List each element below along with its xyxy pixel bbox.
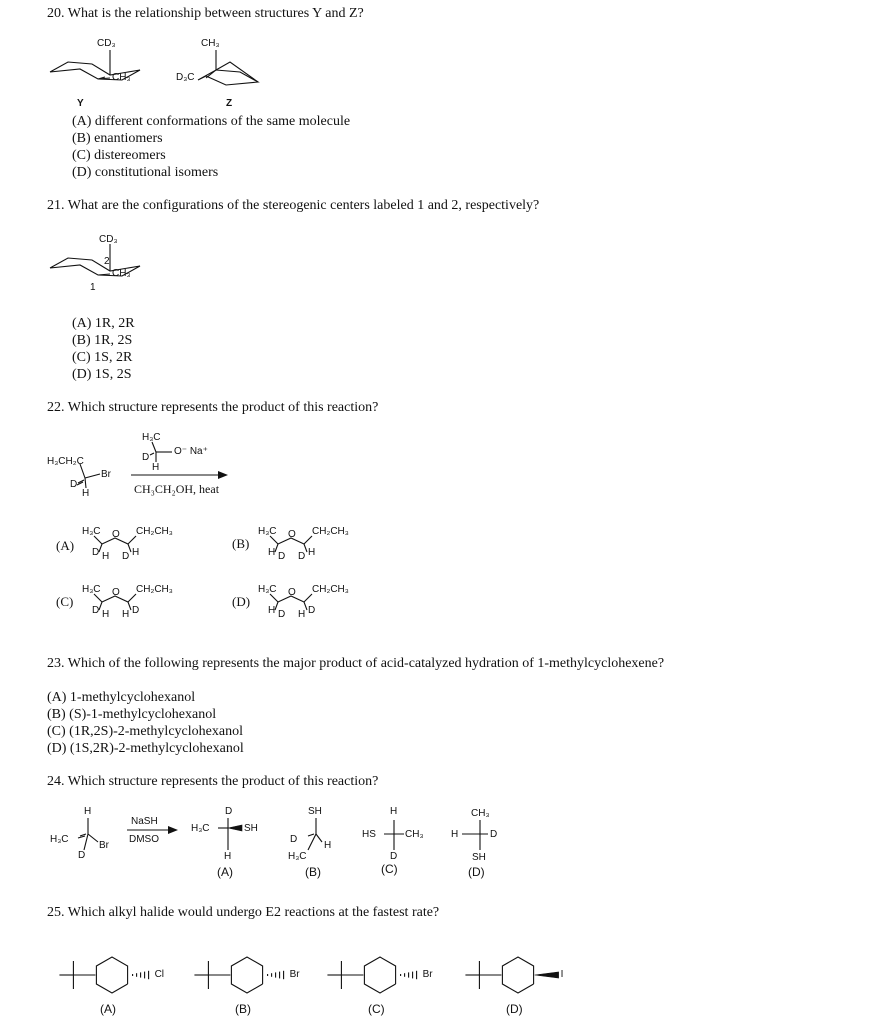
q22-choice-c-oxygen: O [112, 587, 120, 598]
q21-option-c[interactable]: (C) 1S, 2R [72, 350, 133, 365]
q23-option-c[interactable]: (C) (1R,2S)-2-methylcyclohexanol [47, 724, 243, 739]
q24-b-bottom: H₃C [288, 851, 307, 862]
q22-choice-a-sub4: H [132, 547, 140, 558]
q20-label-y: Y [77, 98, 84, 109]
q25-b-halogen: Br [289, 969, 300, 980]
q24-a-top: D [225, 806, 233, 817]
q24-c-bottom: D [390, 851, 398, 862]
q24-reagent-1: NaSH [131, 816, 158, 827]
q21-question: 21. What are the configurations of the stereogenic centers labeled 1 and 2, respectively? [47, 198, 540, 213]
q22-conditions: CH₃CH₂OH, heat [134, 482, 220, 496]
q23-option-a[interactable]: (A) 1-methylcyclohexanol [47, 690, 196, 705]
q20-option-a[interactable]: (A) different conformations of the same molecule [72, 114, 351, 129]
q21-option-b[interactable]: (B) 1R, 2S [72, 333, 133, 348]
q22-reactant-h: H [82, 488, 90, 499]
q24-reactant-h3c: H₃C [50, 834, 69, 845]
q22-choice-c-sub4: D [132, 605, 140, 616]
q22-choice-c-left: H₃C [82, 584, 101, 595]
q22-choice-a-oxygen: O [112, 529, 120, 540]
q22-choice-b-sub2: D [278, 551, 286, 562]
q21-c2-label: 2 [104, 256, 110, 267]
q22-choice-b-letter[interactable]: (B) [232, 536, 250, 551]
q22-choice-d-left: H₃C [258, 584, 277, 595]
q24-b-right: H [324, 840, 332, 851]
q22-choice-b-sub4: H [308, 547, 316, 558]
q22-choice-b-left: H₃C [258, 526, 277, 537]
q24-c-letter[interactable]: (C) [381, 862, 398, 876]
q20-option-d[interactable]: (D) constitutional isomers [72, 165, 219, 180]
q20-y-side-label: CH₃ [112, 72, 131, 83]
q22-choice-a-left: H₃C [82, 526, 101, 537]
q20-option-c[interactable]: (C) distereomers [72, 148, 166, 163]
q24-c-top: H [390, 806, 398, 817]
q24-reagent-2: DMSO [129, 834, 159, 845]
q21-side-label: CH₃ [112, 268, 131, 279]
q25-b-ring [231, 957, 262, 993]
q24-a-bottom: H [224, 851, 232, 862]
q21-top-label: CD₃ [99, 234, 118, 245]
q25-a-ring [96, 957, 127, 993]
q24-d-letter[interactable]: (D) [468, 865, 485, 879]
q24-d-top: CH₃ [471, 808, 490, 819]
q21-c1-label: 1 [90, 282, 96, 293]
q21-option-a[interactable]: (A) 1R, 2R [72, 316, 135, 331]
q22-choice-a-letter[interactable]: (A) [56, 538, 75, 553]
q24-reactant-d: D [78, 850, 86, 861]
q22-question: 22. Which structure represents the product of this reaction? [47, 400, 379, 415]
q24-d-bottom: SH [472, 852, 486, 863]
q22-choice-d-right: CH₂CH₃ [312, 584, 349, 595]
q24-d-left: H [451, 829, 459, 840]
q22-reactant-d: D [70, 479, 78, 490]
q24-b-top: SH [308, 806, 322, 817]
q22-choice-d-sub1: H [268, 605, 276, 616]
q22-choice-a-sub3: D [122, 551, 130, 562]
q24-b-left: D [290, 834, 298, 845]
q24-a-left: H₃C [191, 823, 210, 834]
q25-question: 25. Which alkyl halide would undergo E2 reactions at the fastest rate? [47, 905, 440, 920]
q22-choice-d-sub2: D [278, 609, 286, 620]
q24-c-right: CH₃ [405, 829, 424, 840]
q25-c-halogen: Br [422, 969, 433, 980]
q24-reactant-h: H [84, 806, 92, 817]
q22-choice-b-oxygen: O [288, 529, 296, 540]
q22-reactant-top: H₃CH₂C [47, 456, 84, 467]
q25-a-halogen: Cl [154, 969, 165, 980]
q22-choice-d-sub3: H [298, 609, 306, 620]
q24-a-right: SH [244, 823, 258, 834]
q22-reagent-d: D [142, 452, 150, 463]
q22-reagent-h: H [152, 462, 160, 473]
q22-choice-d-sub4: D [308, 605, 316, 616]
q23-option-b[interactable]: (B) (S)-1-methylcyclohexanol [47, 707, 217, 722]
q23-question: 23. Which of the following represents the major product of acid-catalyzed hydration of 1-methylcyclohexene? [47, 656, 665, 671]
q24-reactant-br: Br [99, 840, 109, 851]
q24-question: 24. Which structure represents the product of this reaction? [47, 774, 379, 789]
q22-choice-c-right: CH₂CH₃ [136, 584, 173, 595]
q24-c-left: HS [362, 829, 376, 840]
q20-option-b[interactable]: (B) enantiomers [72, 131, 163, 146]
q20-y-top-label: CD₃ [97, 38, 116, 49]
q25-d-ring [502, 957, 533, 993]
q22-choice-a-sub1: D [92, 547, 100, 558]
q25-c-letter[interactable]: (C) [368, 1002, 385, 1016]
q24-d-right: D [490, 829, 498, 840]
q20-label-z: Z [226, 98, 233, 109]
q23-option-d[interactable]: (D) (1S,2R)-2-methylcyclohexanol [47, 741, 244, 756]
q20-z-top-label: CH₃ [201, 38, 220, 49]
q25-c-ring [364, 957, 395, 993]
q22-choice-c-sub3: H [122, 609, 130, 620]
q22-choice-d-letter[interactable]: (D) [232, 594, 251, 609]
q22-choice-b-sub1: H [268, 547, 276, 558]
q25-d-letter[interactable]: (D) [506, 1002, 523, 1016]
q25-d-halogen: I [560, 969, 564, 980]
q25-d-wedge-bond [535, 972, 559, 978]
q21-option-d[interactable]: (D) 1S, 2S [72, 367, 132, 382]
q22-reagent-o: O⁻ Na⁺ [174, 446, 208, 457]
q24-b-letter[interactable]: (B) [305, 865, 321, 879]
q24-a-letter[interactable]: (A) [217, 865, 233, 879]
q20-z-side-label: D₃C [176, 72, 195, 83]
q22-reactant-br: Br [101, 469, 111, 480]
q22-choice-c-sub2: H [102, 609, 110, 620]
q20-question-text: 20. What is the relationship between structures Y and Z? [47, 6, 364, 21]
q22-choice-c-letter[interactable]: (C) [56, 594, 74, 609]
q25-b-letter[interactable]: (B) [235, 1002, 251, 1016]
q22-choice-a-sub2: H [102, 551, 110, 562]
q22-choice-c-sub1: D [92, 605, 100, 616]
q22-choice-b-right: CH₂CH₃ [312, 526, 349, 537]
q22-choice-b-sub3: D [298, 551, 306, 562]
q25-a-letter[interactable]: (A) [100, 1002, 116, 1016]
q22-reagent-h3c: H₃C [142, 432, 161, 443]
q22-choice-a-right: CH₂CH₃ [136, 526, 173, 537]
q22-choice-d-oxygen: O [288, 587, 296, 598]
